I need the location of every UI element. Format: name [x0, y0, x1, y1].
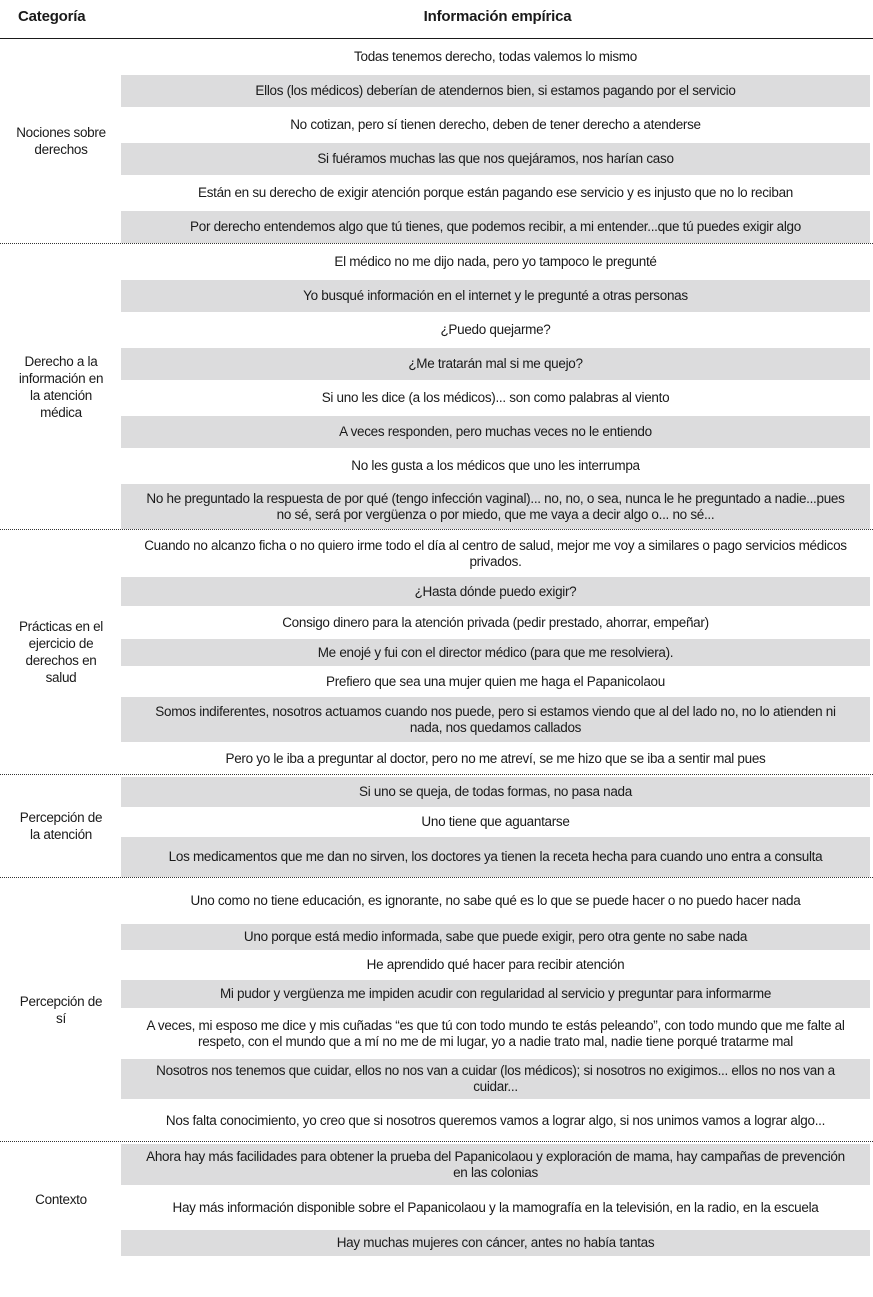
- quote-list: [121, 39, 870, 243]
- quote-text: Mi pudor y vergüenza me impiden acudir con regularidad al servicio y preguntar para informarme: [219, 986, 772, 1001]
- quote-text: Si fuéramos muchas las que nos quejáramos, nos harían caso: [317, 151, 674, 166]
- quote-list: [121, 775, 870, 877]
- category-cell: [0, 244, 122, 529]
- table-body: [0, 39, 873, 1256]
- category-group: [0, 1142, 873, 1256]
- quote-text: Somos indiferentes, nosotros actuamos cuando nos puede, pero si estamos viendo que al del lado no, no lo atienden ni nada, nos quedamos callados: [155, 703, 836, 735]
- quote-text: Uno tiene que aguantarse: [421, 814, 570, 829]
- quote-text: Hay más información disponible sobre el Papanicolaou y la mamografía en la televisión, en la radio, en la escuela: [172, 1199, 819, 1215]
- quote-text: Están en su derecho de exigir atención porque están pagando ese servicio y es injusto que no lo reciban: [197, 185, 793, 200]
- quote-text: Todas tenemos derecho, todas valemos lo mismo: [354, 49, 637, 64]
- table-row: [121, 775, 870, 807]
- table-row: [121, 1099, 870, 1141]
- table-row: [121, 606, 870, 637]
- quote-text: El médico no me dijo nada, pero yo tampoco le pregunté: [334, 254, 657, 269]
- table-row: [121, 175, 870, 209]
- quote-text: Uno como no tiene educación, es ignorante, no sabe qué es lo que se puede hacer o no puedo hacer nada: [190, 893, 801, 908]
- quote-text: Me enojé y fui con el director médico (para que me resolviera).: [317, 644, 674, 660]
- quote-text: No he preguntado la respuesta de por qué (tengo infección vaginal)... no, no, o sea, nunca le he preguntado a nadie...pues no sé, será por vergüenza o por miedo, que me vaya a decir algo o... no sé...: [146, 490, 845, 522]
- quote-list: [121, 878, 870, 1141]
- table-row: [121, 1008, 870, 1057]
- category-group: [0, 530, 873, 775]
- table-row: [121, 312, 870, 346]
- quote-text: Prefiero que sea una mujer quien me haga el Papanicolaou: [326, 673, 665, 689]
- quote-text: Consigo dinero para la atención privada (pedir prestado, ahorrar, empeñar): [282, 614, 709, 630]
- table-row: [121, 73, 870, 107]
- table-row: [121, 835, 870, 877]
- table-row: [121, 244, 870, 278]
- table-header: [0, 0, 873, 39]
- quote-text: Los medicamentos que me dan no sirven, los doctores ya tienen la receta hecha para cuando uno entra a consulta: [168, 849, 823, 864]
- quote-text: Ellos (los médicos) deberían de atendernos bien, si estamos pagando por el servicio: [255, 83, 736, 98]
- table-row: [121, 575, 870, 606]
- table-row: [121, 482, 870, 529]
- quote-list: [121, 1142, 870, 1256]
- category-label: Contexto: [35, 1191, 87, 1207]
- category-cell: [0, 530, 122, 774]
- table-row: [121, 448, 870, 482]
- quote-text: Si uno les dice (a los médicos)... son como palabras al viento: [321, 390, 670, 405]
- category-label: Percepción de la atención: [19, 810, 103, 842]
- category-label: Prácticas en el ejercicio de derechos en salud: [18, 619, 104, 685]
- column-header-info: Información empírica: [423, 8, 572, 25]
- quote-list: [121, 530, 870, 774]
- quote-text: ¿Me tratarán mal si me quejo?: [408, 356, 583, 371]
- column-header-category: Categoría: [18, 8, 86, 25]
- table-row: [121, 380, 870, 414]
- table-row: [121, 807, 870, 835]
- table-row: [121, 278, 870, 312]
- table-row: [121, 1057, 870, 1099]
- table-row: [121, 209, 870, 243]
- quote-text: Ahora hay más facilidades para obtener la prueba del Papanicolaou y exploración de mama, hay campañas de prevención en las colonias: [146, 1148, 845, 1180]
- table-row: [121, 878, 870, 922]
- quote-text: A veces responden, pero muchas veces no le entiendo: [339, 424, 652, 439]
- category-cell: [0, 775, 122, 877]
- category-label: Percepción de sí: [19, 993, 103, 1026]
- quote-text: Yo busqué información en el internet y le pregunté a otras personas: [303, 288, 688, 303]
- table-row: [121, 346, 870, 380]
- table-row: [121, 1228, 870, 1256]
- quote-text: No cotizan, pero sí tienen derecho, deben de tener derecho a atenderse: [290, 117, 701, 132]
- quote-text: Hay muchas mujeres con cáncer, antes no había tantas: [336, 1235, 655, 1250]
- quote-text: Nos falta conocimiento, yo creo que si nosotros queremos vamos a lograr algo, si nos unimos vamos a lograr algo...: [165, 1113, 826, 1128]
- quote-text: He aprendido qué hacer para recibir atención: [366, 957, 625, 972]
- table-row: [121, 141, 870, 175]
- table-row: [121, 1142, 870, 1185]
- table-row: [121, 530, 870, 575]
- table-row: [121, 666, 870, 695]
- quote-text: Uno porque está medio informada, sabe que puede exigir, pero otra gente no sabe nada: [243, 929, 748, 944]
- category-group: [0, 244, 873, 530]
- table-row: [121, 107, 870, 141]
- table-row: [121, 950, 870, 978]
- quote-text: ¿Puedo quejarme?: [440, 322, 551, 337]
- table-row: [121, 414, 870, 448]
- table-row: [121, 978, 870, 1008]
- quote-text: ¿Hasta dónde puedo exigir?: [414, 583, 577, 599]
- category-group: [0, 39, 873, 244]
- table-row: [121, 742, 870, 774]
- quote-list: [121, 244, 870, 529]
- category-group: [0, 775, 873, 878]
- category-group: [0, 878, 873, 1142]
- table-row: [121, 922, 870, 950]
- category-cell: [0, 39, 122, 243]
- quote-text: Si uno se queja, de todas formas, no pasa nada: [359, 784, 632, 799]
- quote-text: Pero yo le iba a preguntar al doctor, pero no me atreví, se me hizo que se iba a sentir mal pues: [225, 751, 766, 766]
- category-label: Derecho a la información en la atención médica: [18, 353, 104, 420]
- quote-text: Cuando no alcanzo ficha o no quiero irme todo el día al centro de salud, mejor me voy a similares o pago servicios médicos privados.: [144, 537, 847, 569]
- category-cell: [0, 878, 122, 1141]
- category-cell: [0, 1142, 122, 1256]
- quote-text: A veces, mi esposo me dice y mis cuñadas “es que tú con todo mundo te estás peleando”, con todo mundo que me falte al respeto, con el mundo que a mí no me de mi lugar, yo a nadie trato mal, nadie tiene porqué tratarme mal: [146, 1017, 845, 1049]
- quote-text: Nosotros nos tenemos que cuidar, ellos no nos van a cuidar (los médicos); si nosotros no exigimos... ellos no nos van a cuidar...: [156, 1063, 835, 1094]
- category-label: Nociones sobre derechos: [16, 125, 106, 157]
- table-row: [121, 637, 870, 666]
- table-row: [121, 1185, 870, 1228]
- table-row: [121, 39, 870, 73]
- quote-text: No les gusta a los médicos que uno les interrumpa: [351, 458, 640, 473]
- quote-text: Por derecho entendemos algo que tú tienes, que podemos recibir, a mi entender...que tú puedes exigir algo: [190, 219, 801, 234]
- table-row: [121, 695, 870, 742]
